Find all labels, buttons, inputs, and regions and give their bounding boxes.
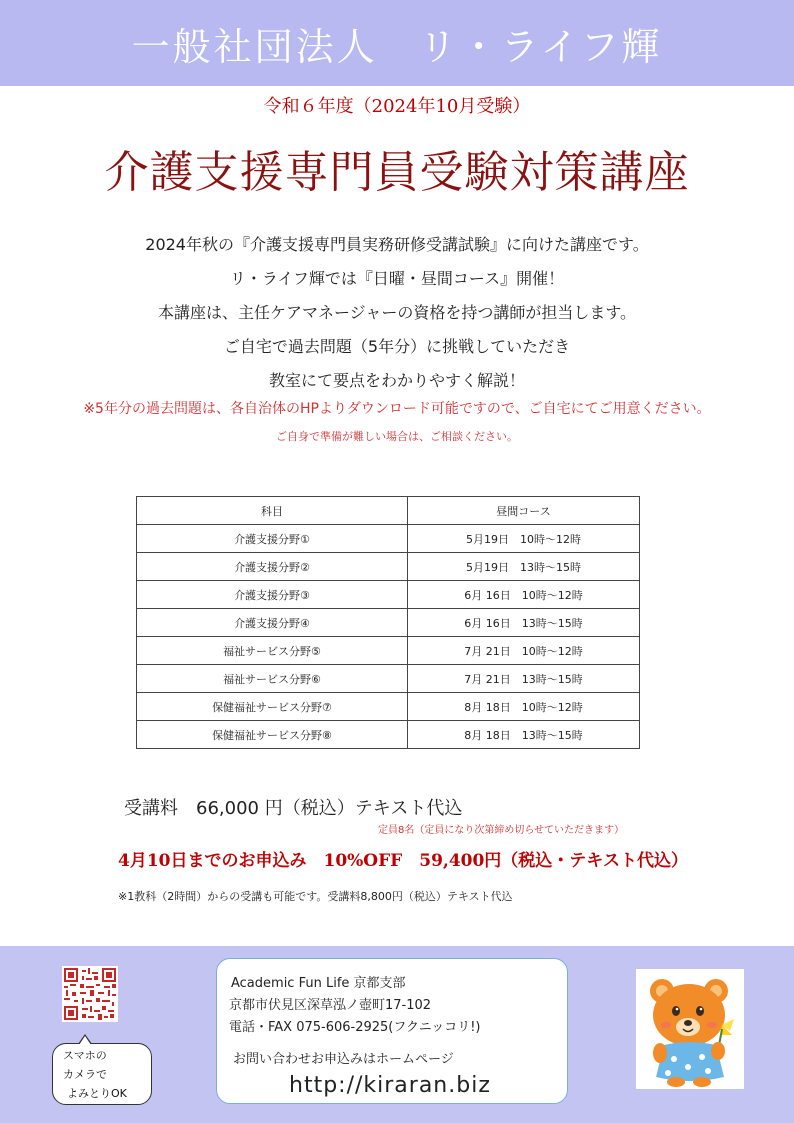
- qr-caption-line: カメラで: [63, 1068, 107, 1081]
- table-row: [137, 581, 640, 609]
- contact-info-box: [216, 958, 568, 1104]
- org-name: 一般社団法人 リ・ライフ輝: [131, 25, 663, 69]
- intro-text: [0, 228, 794, 398]
- table-row: [137, 721, 640, 749]
- qr-caption-line: スマホの: [63, 1049, 107, 1062]
- subject-cell: 介護支援分野②: [137, 553, 408, 581]
- intro-line: 本講座は、主任ケアマネージャーの資格を持つ講師が担当します。: [157, 303, 637, 322]
- column-header-course: 昼間コース: [408, 497, 640, 525]
- datetime-cell: 8月 18日 10時～12時: [408, 693, 640, 721]
- table-row: [137, 665, 640, 693]
- consult-note: ご自身で準備が難しい場合は、ご相談ください。: [276, 430, 518, 443]
- qr-caption-bubble: [52, 1043, 152, 1105]
- subject-cell: 福祉サービス分野⑤: [137, 637, 408, 665]
- subject-cell: 介護支援分野①: [137, 525, 408, 553]
- subject-cell: 介護支援分野④: [137, 609, 408, 637]
- homepage-link[interactable]: http://kiraran.biz: [289, 1073, 491, 1098]
- tuition-fee: 受講料 66,000 円（税込）テキスト代込: [124, 798, 463, 819]
- table-row: [137, 693, 640, 721]
- bear-mascot-icon: [636, 969, 744, 1089]
- table-row: [137, 525, 640, 553]
- subject-cell: 保健福祉サービス分野⑦: [137, 693, 408, 721]
- address: 京都市伏見区深草泓ノ壺町17-102: [229, 998, 432, 1013]
- intro-line: リ・ライフ輝では『日曜・昼間コース』開催！: [229, 269, 565, 288]
- org-branch: Academic Fun Life 京都支部: [231, 976, 406, 991]
- early-bird-offer: 4月10日までのお申込み 10%OFF 59,400円（税込・テキスト代込）: [118, 851, 688, 871]
- download-note: ※5年分の過去問題は、各自治体のHPよりダウンロード可能ですので、ご自宅にてご用意ください。: [83, 401, 711, 417]
- datetime-cell: 5月19日 13時～15時: [408, 553, 640, 581]
- datetime-cell: 6月 16日 10時～12時: [408, 581, 640, 609]
- datetime-cell: 7月 21日 13時～15時: [408, 665, 640, 693]
- subject-cell: 福祉サービス分野⑥: [137, 665, 408, 693]
- single-subject-note: ※1教科（2時間）からの受講も可能です。受講料8,800円（税込）テキスト代込: [118, 890, 513, 903]
- table-row: [137, 553, 640, 581]
- datetime-cell: 8月 18日 13時～15時: [408, 721, 640, 749]
- qr-code-icon[interactable]: [62, 966, 118, 1022]
- intro-line: ご自宅で過去問題（5年分）に挑戦していただき: [223, 337, 571, 356]
- page-title: 介護支援専門員受験対策講座: [104, 147, 690, 198]
- exam-year-line: 令和６年度（2024年10月受験）: [263, 96, 531, 117]
- qr-caption-line: よみとりOK: [67, 1087, 127, 1100]
- table-header-row: [137, 497, 640, 525]
- datetime-cell: 5月19日 10時～12時: [408, 525, 640, 553]
- phone-fax: 電話・FAX 075-606-2925(フクニッコリ!): [229, 1020, 481, 1035]
- table-row: [137, 637, 640, 665]
- column-header-subject: 科目: [137, 497, 408, 525]
- subject-cell: 介護支援分野③: [137, 581, 408, 609]
- inquiry-text: お問い合わせお申込みはホームページ: [233, 1052, 454, 1067]
- capacity-note: 定員8名（定員になり次第締め切らせていただきます）: [378, 825, 625, 836]
- datetime-cell: 7月 21日 10時～12時: [408, 637, 640, 665]
- intro-line: 教室にて要点をわかりやすく解説！: [268, 371, 525, 390]
- schedule-table: [136, 496, 640, 749]
- subject-cell: 保健福祉サービス分野⑧: [137, 721, 408, 749]
- table-row: [137, 609, 640, 637]
- bubble-tail-inner: [79, 1036, 91, 1045]
- intro-line: 2024年秋の『介護支援専門員実務研修受講試験』に向けた講座です。: [145, 235, 649, 254]
- datetime-cell: 6月 16日 13時～15時: [408, 609, 640, 637]
